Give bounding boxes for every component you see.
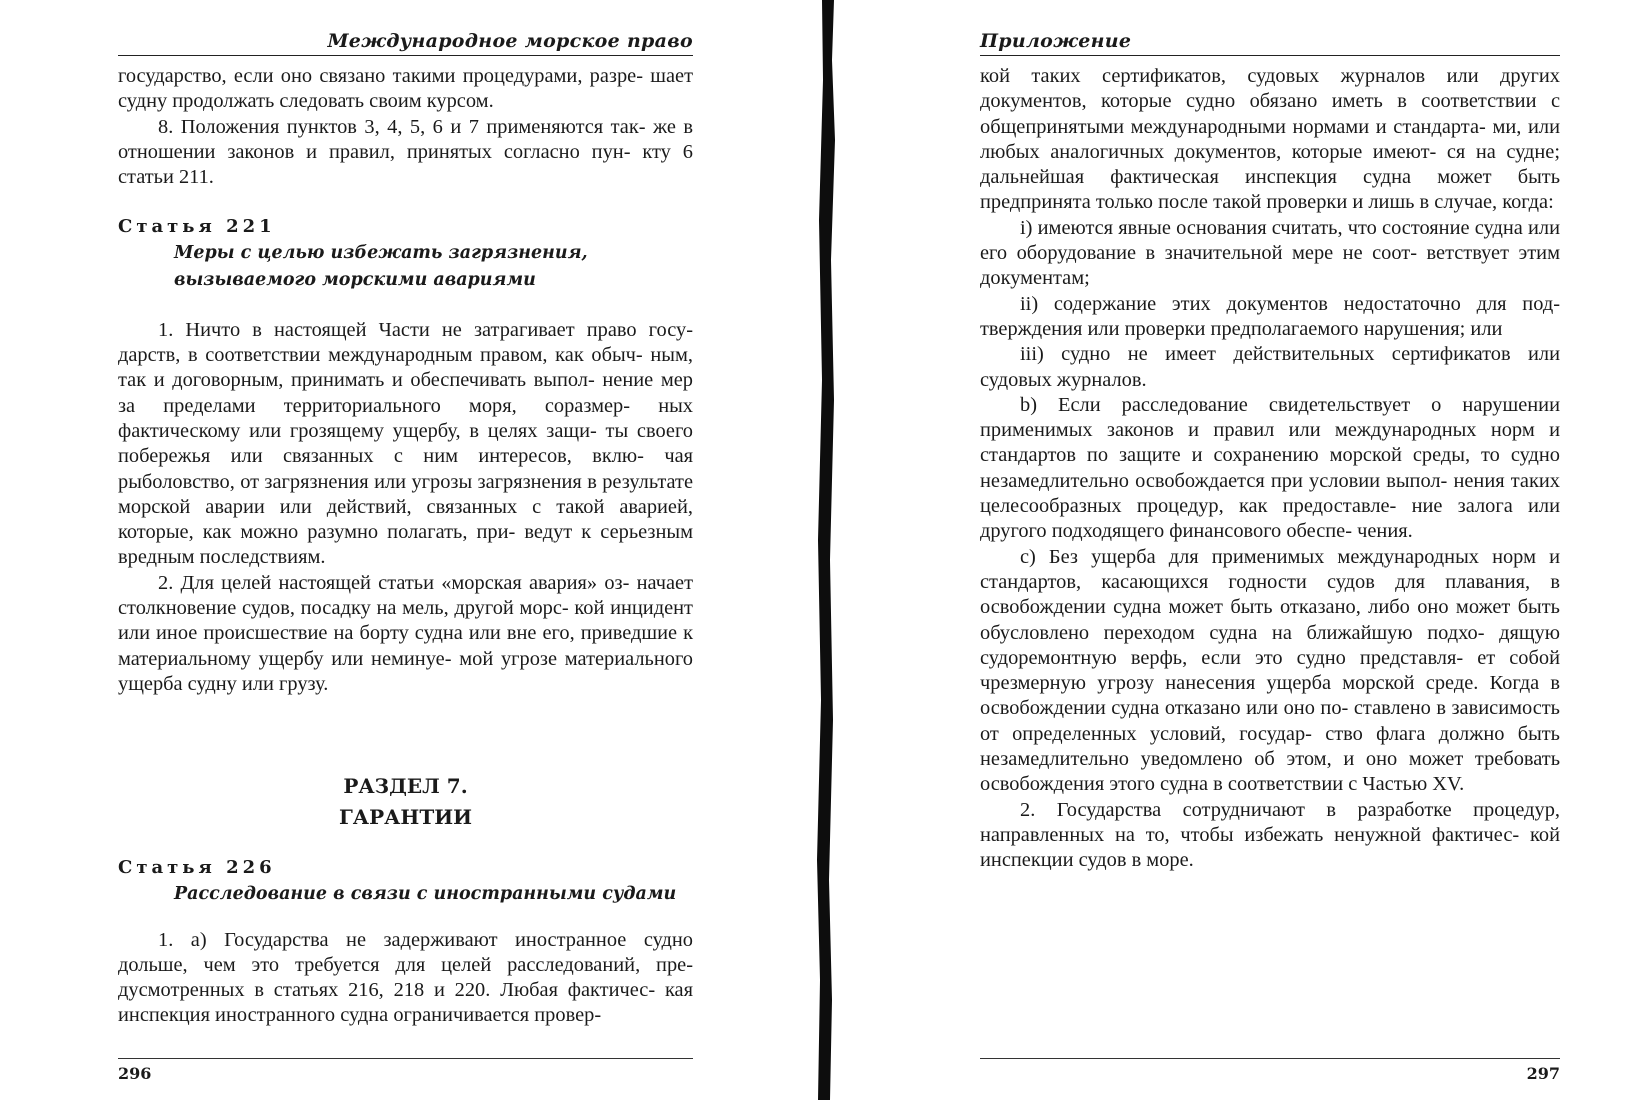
item-i: i) имеются явные основания считать, что состояние судна или его оборудование в значительной мере не соот- ветствует этим документам; <box>980 216 1560 290</box>
header-rule-left <box>118 55 693 56</box>
article-221-label: Статья 221 <box>118 216 276 238</box>
footer-rule-left <box>118 1058 693 1059</box>
continuation-paragraph: кой таких сертификатов, судовых журналов или других документов, которые судно обязано иметь в соответствии с общепринятыми международными нормами и стандарта- ми, или любых аналогичных документов, которые имеют- ся на судне; дальнейшая фактическая инспекция судна может быть предпринята только после такой проверки и лишь в случае, когда: <box>980 65 1561 214</box>
paragraph-b: b) Если расследование свидетельствует о нарушении применимых законов и правил или международных норм и стандартов по защите и сохранению морской среды, то судно незамедлительно освобождается при условии выпол- нения таких целесообразных процедур, как предоставле- ние залога или другого подходящего финансового обеспе- чения. <box>980 393 1560 543</box>
footer-rule-right <box>980 1058 1560 1059</box>
paragraph-8: 8. Положения пунктов 3, 4, 5, 6 и 7 применяются так- же в отношении законов и правил, принятых согласно пун- кту 6 статьи 211. <box>118 115 693 189</box>
page-number-left: 296 <box>118 1064 152 1083</box>
left-page-body <box>118 64 693 1029</box>
book-gutter-shadow <box>808 0 844 1100</box>
item-iii: iii) судно не имеет действительных сертификатов или судовых журналов. <box>980 343 1560 391</box>
article-226-title: Расследование в связи с иностранными судами <box>174 883 677 904</box>
right-page-body <box>980 64 1560 874</box>
article-221-paragraph-1: 1. Ничто в настоящей Части не затрагивает право госу- дарств, в соответствии международным правом, как обыч- ным, так и договорным, принимать и обеспечивать выпол- нение мер за пределами территориального моря, соразмер- ных фактическому или грозящему ущербу, в целях защи- ты своего побережья или связанных с ним интересов, вклю- чая рыболовство, от загрязнения или угрозы загрязнения в результате морской аварии или действий, связанных с такой аварией, которые, как можно разумно полагать, при- ведут к серьезным вредным последствиям. <box>118 318 693 569</box>
article-221-title: Меры с целью избежать загрязнения, вызываемого морскими авариями <box>174 242 588 290</box>
article-226-paragraph-1: 1. а) Государства не задерживают иностранное судно дольше, чем это требуется для целей расследований, пре- дусмотренных в статьях 216, 218 и 220. Любая фактичес- кая инспекция иностранного судна ограничивается провер- <box>118 928 693 1027</box>
article-226-label: Статья 226 <box>118 857 276 879</box>
running-head-left: Международное морское право <box>327 30 693 52</box>
running-head-right: Приложение <box>980 30 1132 52</box>
section-heading: РАЗДЕЛ 7. ГАРАНТИИ <box>339 774 472 830</box>
continuation-paragraph: государство, если оно связано такими процедурами, разре- шает судну продолжать следовать своим курсом. <box>118 65 693 113</box>
paragraph-c: с) Без ущерба для применимых международных норм и стандартов, касающихся годности судов для плавания, в освобождении судна может быть отказано, либо оно может быть обусловлено переходом судна на ближайшую подхо- дящую судоремонтную верфь, если это судно представля- ет собой чрезмерную угрозу нанесения ущерба морской среде. Когда в освобождении судна отказано или оно по- ставлено в зависимость от определенных условий, госудаp- ство флага должно быть незамедлительно уведомлено об этом, и оно может требовать освобождения этого судна в соответствии с Частью XV. <box>980 545 1560 796</box>
header-rule-right <box>980 55 1560 56</box>
paragraph-2: 2. Государства сотрудничают в разработке процедур, направленных на то, чтобы избежать ненужной фактичес- кой инспекции судов в море. <box>980 798 1560 872</box>
page-number-right: 297 <box>1526 1064 1560 1083</box>
item-ii: ii) содержание этих документов недостаточно для под- тверждения или проверки предполагаемого нарушения; или <box>980 292 1560 340</box>
article-221-paragraph-2: 2. Для целей настоящей статьи «морская авария» оз- начает столкновение судов, посадку на мель, другой морс- кой инцидент или иное происшествие на борту судна или вне его, приведшие к материальному ущербу или неминуе- мой угрозе материального ущерба судну или грузу. <box>118 571 693 695</box>
